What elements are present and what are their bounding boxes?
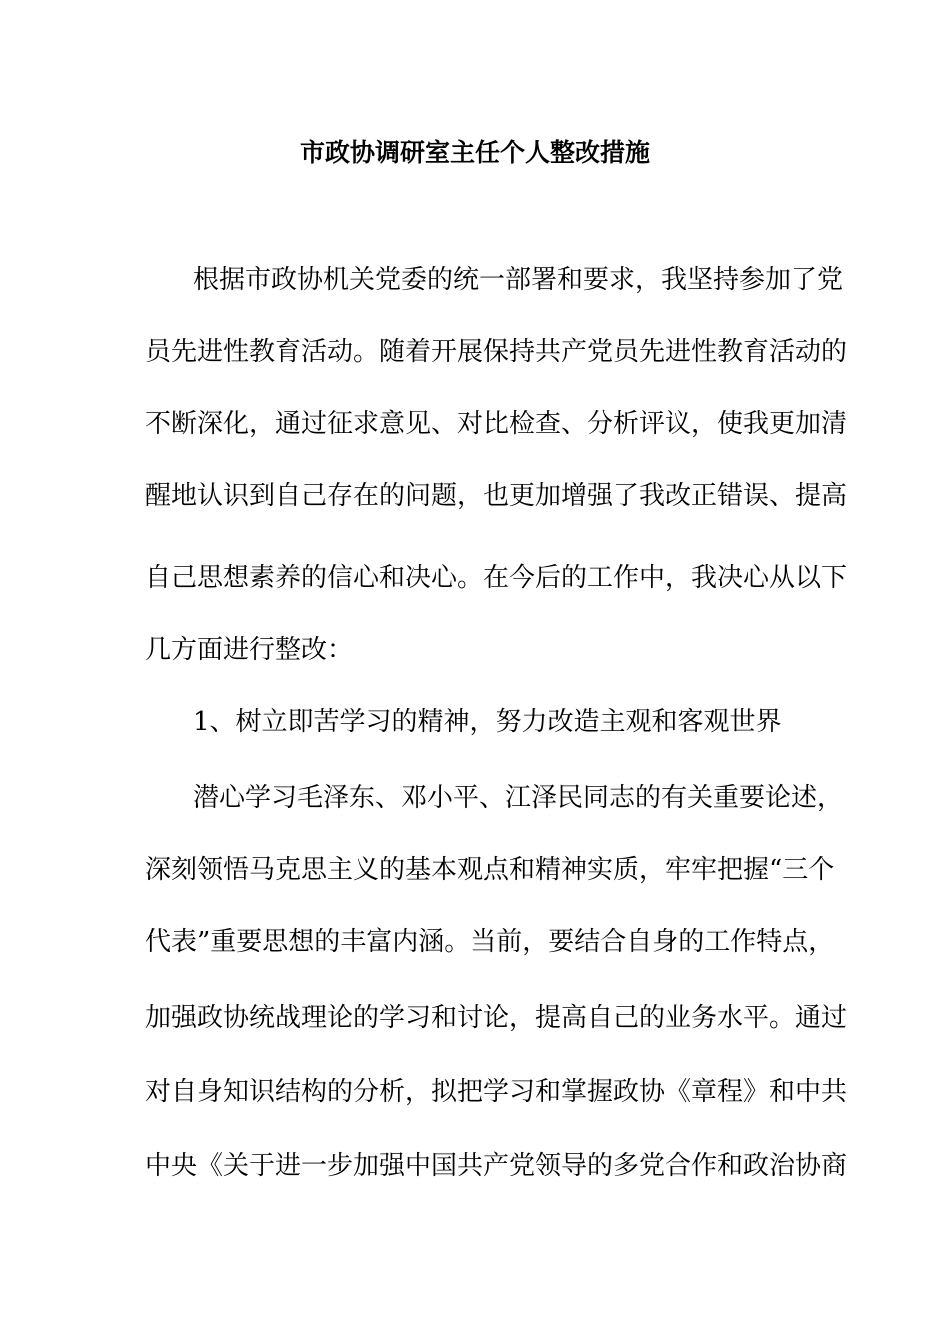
section-heading: 1、树立即苦学习的精神，努力改造主观和客观世界 bbox=[193, 707, 782, 737]
paragraph-line: 几方面进行整改： bbox=[145, 635, 354, 665]
paragraph-line: 代表”重要思想的丰富内涵。当前，要结合自身的工作特点， bbox=[145, 927, 835, 957]
paragraph-line: 深刻领悟马克思主义的基本观点和精神实质，牢牢把握“三个 bbox=[145, 855, 835, 885]
paragraph-line: 加强政协统战理论的学习和讨论，提高自己的业务水平。通过 bbox=[145, 1003, 848, 1033]
paragraph-line: 不断深化，通过征求意见、对比检查、分析评议，使我更加清 bbox=[145, 409, 848, 439]
document-title: 市政协调研室主任个人整改措施 bbox=[299, 138, 650, 167]
paragraph-line: 根据市政协机关党委的统一部署和要求，我坚持参加了党 bbox=[193, 265, 844, 295]
paragraph-line: 中央《关于进一步加强中国共产党领导的多党合作和政治协商 bbox=[145, 1151, 848, 1181]
paragraph-line: 醒地认识到自己存在的问题，也更加增强了我改正错误、提高 bbox=[145, 481, 848, 511]
paragraph-line: 对自身知识结构的分析，拟把学习和掌握政协《章程》和中共 bbox=[145, 1077, 848, 1107]
paragraph-line: 员先进性教育活动。随着开展保持共产党员先进性教育活动的 bbox=[145, 337, 848, 367]
paragraph-line: 潜心学习毛泽东、邓小平、江泽民同志的有关重要论述， bbox=[193, 783, 844, 813]
paragraph-line: 自己思想素养的信心和决心。在今后的工作中，我决心从以下 bbox=[145, 563, 848, 593]
